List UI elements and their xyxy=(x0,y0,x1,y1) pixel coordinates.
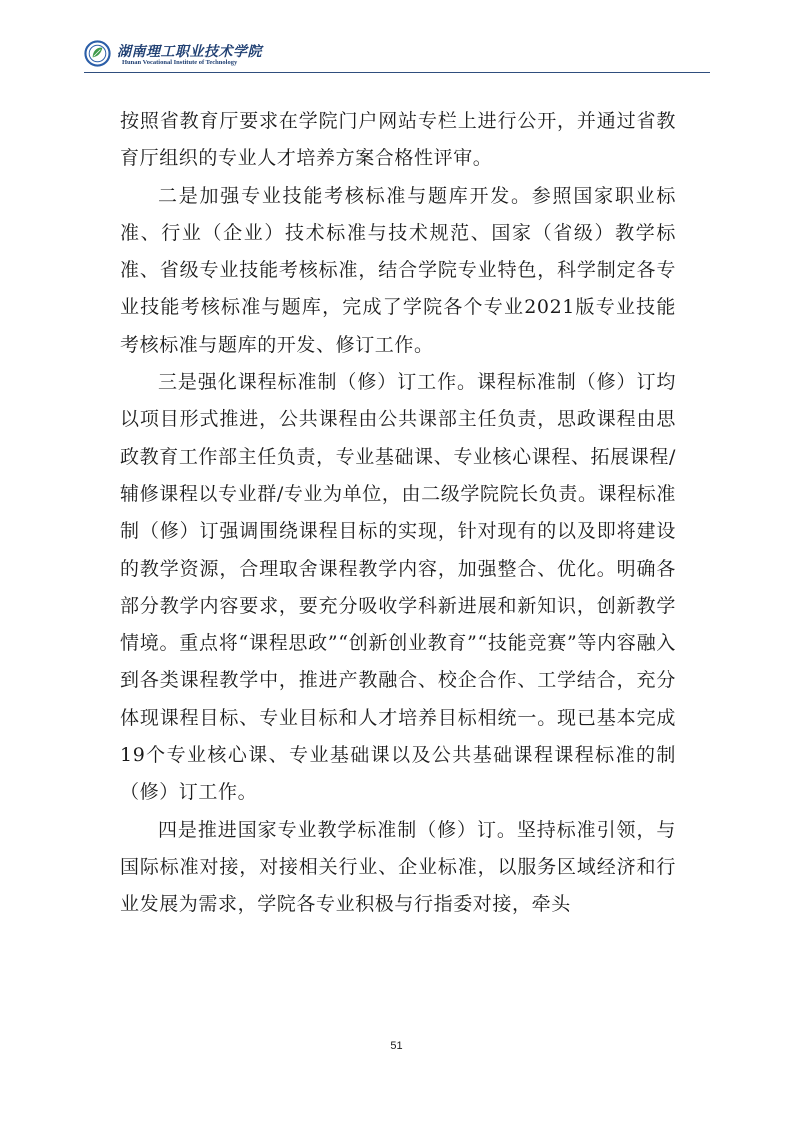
institute-logo-icon xyxy=(84,40,111,67)
institution-name-en: Hunan Vocational Institute of Technology xyxy=(122,59,238,66)
paragraph-skill-standards: 二是加强专业技能考核标准与题库开发。参照国家职业标准、行业（企业）技术标准与技术规范、国家（省级）教学标准、省级专业技能考核标准，结合学院专业特色，科学制定各专业技能考核标准与题库，完成了学院各个专业2021版专业技能考核标准与题库的开发、修订工作。 xyxy=(120,184,676,356)
paragraph-national-standards: 四是推进国家专业教学标准制（修）订。坚持标准引领，与国际标准对接，对接相关行业、企业标准，以服务区域经济和行业发展为需求，学院各专业积极与行指委对接，牵头 xyxy=(120,818,676,916)
paragraph-continuation: 按照省教育厅要求在学院门户网站专栏上进行公开，并通过省教育厅组织的专业人才培养方案合格性评审。 xyxy=(120,110,676,170)
paragraph-course-standards: 三是强化课程标准制（修）订工作。课程标准制（修）订均以项目形式推进，公共课程由公共课部主任负责，思政课程由思政教育工作部主任负责，专业基础课、专业核心课程、拓展课程/辅修课程以专业群/专业为单位，由二级学院院长负责。课程标准制（修）订强调围绕课程目标的实现，针对现有的以及即将建设的教学资源，合理取舍课程教学内容，加强整合、优化。明确各部分教学内容要求，要充分吸收学科新进展和新知识，创新教学情境。重点将“课程思政”“创新创业教育”“技能竞赛”等内容融入到各类课程教学中，推进产教融合、校企合作、工学结合，充分体现课程目标、专业目标和人才培养目标相统一。现已基本完成19个专业核心课、专业基础课以及公共基础课程课程标准的制（修）订工作。 xyxy=(120,371,676,804)
institution-name-cn: 湖南理工职业技术学院 xyxy=(117,44,262,60)
document-body xyxy=(120,103,676,924)
header-divider xyxy=(84,72,710,73)
page-number: 51 xyxy=(390,1040,403,1052)
page-header xyxy=(84,38,710,74)
